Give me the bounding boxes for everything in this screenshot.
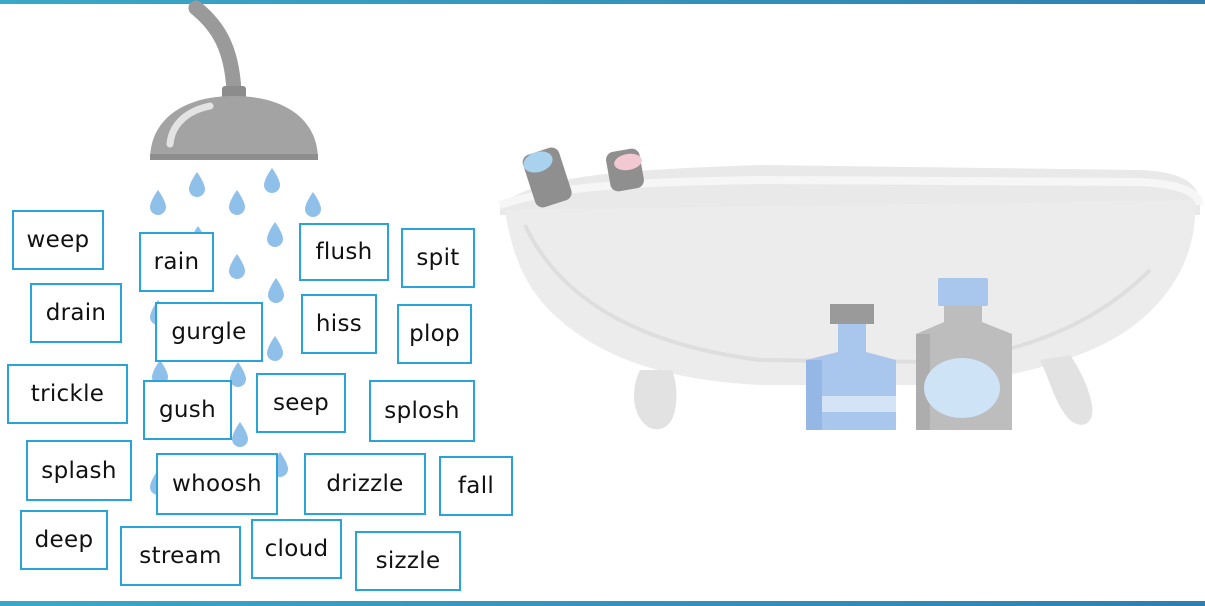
word-card[interactable]: deep [20,510,108,570]
word-card[interactable]: drain [30,283,122,343]
bottom-frame-border [0,601,1205,606]
word-card[interactable]: spit [401,228,475,288]
word-card[interactable]: stream [120,526,241,586]
water-drop-icon [232,422,248,447]
shower-head-icon [150,8,318,160]
word-card[interactable]: seep [256,373,346,433]
word-card[interactable]: rain [139,232,214,292]
word-card[interactable]: fall [439,456,513,516]
water-drop-icon [189,172,205,197]
word-card[interactable]: sizzle [355,531,461,591]
water-drop-icon [267,336,283,361]
water-drop-icon [229,190,245,215]
word-card[interactable]: plop [397,304,472,364]
water-drop-icon [264,168,280,193]
word-card[interactable]: trickle [7,364,128,424]
word-card[interactable]: splosh [369,380,475,442]
water-drop-icon [230,362,246,387]
word-card[interactable]: whoosh [156,453,278,515]
water-drop-icon [267,222,283,247]
word-card[interactable]: gurgle [155,302,263,362]
word-card[interactable]: cloud [251,519,342,579]
water-drop-icon [150,190,166,215]
word-card[interactable]: flush [299,223,389,281]
word-card[interactable]: splash [26,440,132,501]
water-drop-icon [268,278,284,303]
word-card[interactable]: gush [143,380,232,440]
word-card[interactable]: drizzle [304,453,426,515]
word-card[interactable]: hiss [301,294,377,354]
water-drop-icon [305,192,321,217]
word-card[interactable]: weep [12,210,104,270]
water-drop-icon [229,254,245,279]
